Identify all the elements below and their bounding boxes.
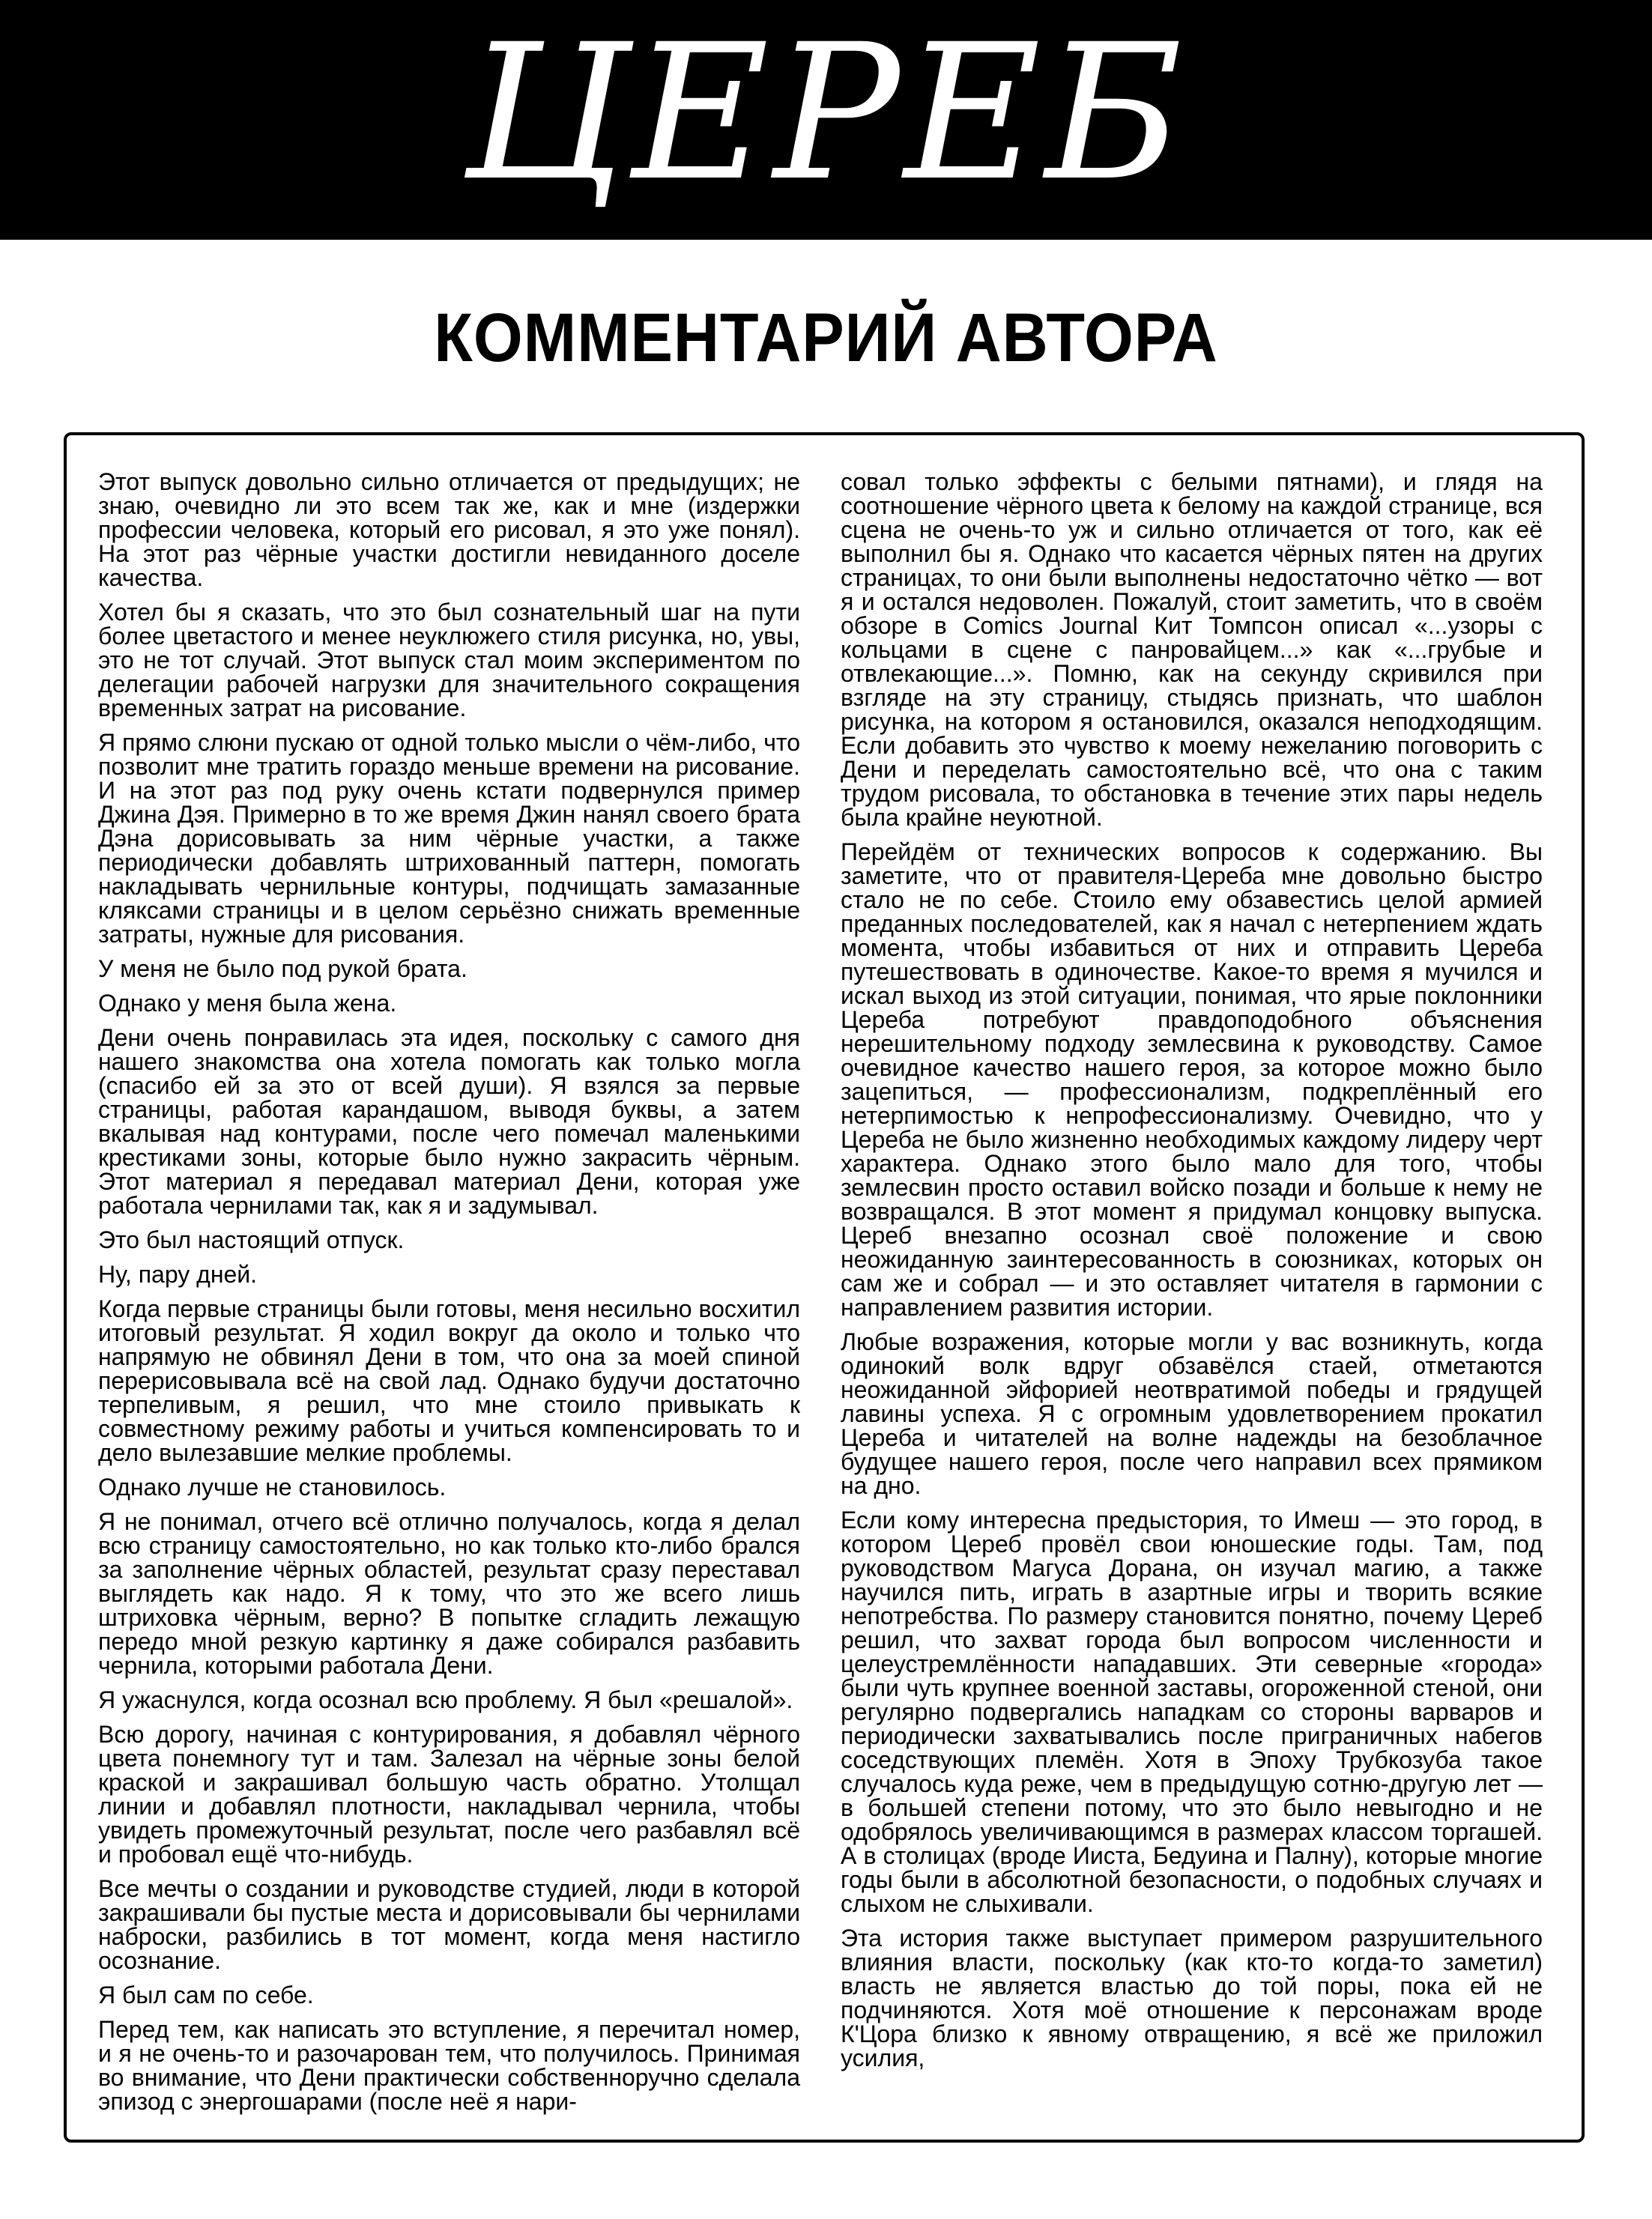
paragraph: Если кому интересна предыстория, то Имеш — это город, в котором Цереб провёл свои юношеские годы. Там, под руководством Магуса Дорана, он изучал магию, а также научился пить, играть в азартные игры и творить всякие непотребства. По размеру становится понятно, почему Цереб решил, что захват города был вопросом численности и целеустремлённости нападавших. Эти северные «города» были чуть крупнее военной заставы, огороженной стеной, они регулярно подвергались нападкам со стороны варваров и периодически захватывались после приграничных набегов соседствующих племён. Хотя в Эпоху Трубкозуба такое случалось куда реже, чем в предыдущую сотню-другую лет — в большей степени потому, что это было невыгодно и не одобрялось увеличивающимся в размерах классом торгашей. А в столицах (вроде Ииста, Бедуина и Палну), которые многие годы были в абсолютной безопасности, о подобных случаях и слыхом не слыхивали. [841, 1507, 1543, 1917]
right-column [841, 470, 1543, 2080]
paragraph: У меня не было под рукой брата. [98, 955, 468, 982]
paragraph: Перейдём от технических вопросов к содержанию. Вы заметите, что от правителя-Цереба мне довольно быстро стало не по себе. Стоило ему обзавестись целой армией преданных последователей, как я начал с нетерпением ждать момента, чтобы избавиться от них и отправить Цереба путешествовать в одиночестве. Какое-то время я мучился и искал выход из этой ситуации, понимая, что ярые поклонники Цереба потребуют правдоподобного объяснения нерешительному подходу землесвина к руководству. Самое очевидное качество нашего героя, за которое можно было зацепиться, — профессионализм, подкреплённый его нетерпимостью к непрофессионализму. Очевидно, что у Цереба не было жизненно необходимых каждому лидеру черт характера. Однако этого было мало для того, чтобы землесвин просто оставил войско позади и больше к нему не возвращался. В этот момент я придумал концовку выпуска. Цереб внезапно осознал своё положение и свою неожиданную заинтересованность в союзниках, которых он сам же и собрал — и это оставляет читателя в гармонии с направлением развития истории. [841, 838, 1543, 1321]
paragraph: Однако у меня была жена. [98, 990, 397, 1017]
paragraph: Хотел бы я сказать, что это был сознательный шаг на пути более цветастого и менее неуклюжего стиля рисунка, но, увы, это не тот случай. Этот выпуск стал моим экспериментом по делегации рабочей нагрузки для значительного сокращения временных затрат на рисование. [98, 599, 800, 721]
paragraph: Когда первые страницы были готовы, меня несильно восхитил итоговый результат. Я ходил вокруг да около и только что напрямую не обвинял Дени в том, что она за моей спиной перерисовывала всё на свой лад. Однако будучи достаточно терпеливым, я решил, что мне стоило привыкать к совместному режиму работы и учиться компенсировать то и дело вылезавшие мелкие проблемы. [98, 1295, 800, 1466]
paragraph: Любые возражения, которые могли у вас возникнуть, когда одинокий волк вдруг обзавёлся стаей, отметаются неожиданной эйфорией неотвратимой победы и грядущей лавины успеха. Я с огромным удовлетворением прокатил Цереба и читателей на волне надежды на безоблачное будущее нашего героя, после чего направил всех прямиком на дно. [841, 1328, 1543, 1499]
paragraph: Перед тем, как написать это вступление, я перечитал номер, и я не очень-то и разочарован тем, что получилось. Принимая во внимание, что Дени практически собственноручно сделала эпизод с энергошарами (после неё я нари- [98, 2016, 800, 2115]
paragraph: Это был настоящий отпуск. [98, 1226, 405, 1253]
paragraph: совал только эффекты с белыми пятнами), и глядя на соотношение чёрного цвета к белому на каждой странице, вся сцена не очень-то уж и сильно отличается от того, как её выполнил бы я. Однако что касается чёрных пятен на других страницах, то они были выполнены недостаточно чётко — вот я и остался недоволен. Пожалуй, стоит заметить, что в своём обзоре в Comics Journal Кит Томпсон описал «...узоры с кольцами в сцене с панровайцем...» как «...грубые и отвлекающие...». Помню, как на секунду скривился при взгляде на эту страницу, стыдясь признать, что шаблон рисунка, на котором я остановился, оказался неподходящим. Если добавить это чувство к моему нежеланию поговорить с Дени и переделать самостоятельно всё, что она с таким трудом рисовала, то обстановка в течение этих пары недель была крайне неуютной. [841, 468, 1543, 831]
paragraph: Все мечты о создании и руководстве студией, люди в которой закрашивали бы пустые места и дорисовывали бы чернилами наброски, разбились в тот момент, когда меня настигло осознание. [98, 1875, 800, 1974]
paragraph: Ну, пару дней. [98, 1261, 258, 1288]
paragraph: Однако лучше не становилось. [98, 1474, 447, 1501]
paragraph: Этот выпуск довольно сильно отличается от предыдущих; не знаю, очевидно ли это всем так же, как и мне (издержки профессии человека, который его рисовал, я это уже понял). На этот раз чёрные участки достигли невиданного доселе качества. [98, 468, 800, 591]
paragraph: Дени очень понравилась эта идея, поскольку с самого дня нашего знакомства она хотела помогать как только могла (спасибо ей за это от всей души). Я взялся за первые страницы, работая карандашом, выводя буквы, а затем вкалывая над контурами, после чего помечал маленькими крестиками зоны, которые было нужно закрасить чёрным. Этот материал я передавал материал Дени, которая уже работала чернилами так, как я и задумывал. [98, 1024, 800, 1219]
paragraph: Я ужаснулся, когда осознал всю проблему. Я был «решалой». [98, 1686, 793, 1713]
paragraph: Всю дорогу, начиная с контурирования, я добавлял чёрного цвета понемногу тут и там. Залезал на чёрные зоны белой краской и закрашивал большую часть обратно. Утолщал линии и добавлял плотности, накладывал чернила, чтобы увидеть промежуточный результат, после чего разбавлял всё и пробовал ещё что-нибудь. [98, 1721, 800, 1868]
page-heading: КОММЕНТАРИЙ АВТОРА [434, 300, 1218, 376]
paragraph: Я был сам по себе. [98, 1982, 314, 2008]
cerebus-logo: ЦЕРЕБ [465, 4, 1187, 222]
title-banner [0, 0, 1652, 240]
paragraph: Эта история также выступает примером разрушительного влияния власти, поскольку (как кто-то когда-то заметил) власть не является властью до той поры, пока ей не подчиняются. Хотя моё отношение к персонажам вроде К'Цора близко к явному отвращению, я всё же приложил усилия, [841, 1925, 1543, 2071]
paragraph: Я не понимал, отчего всё отлично получалось, когда я делал всю страницу самостоятельно, но как только кто-либо брался за заполнение чёрных областей, результат сразу переставал выглядеть как надо. Я к тому, что это же всего лишь штриховка чёрным, верно? В попытке сгладить лежащую передо мной резкую картинку я даже собирался разбавить чернила, которыми работала Дени. [98, 1508, 800, 1679]
paragraph: Я прямо слюни пускаю от одной только мысли о чём-либо, что позволит мне тратить гораздо меньше времени на рисование. И на этот раз под руку очень кстати подвернулся пример Джина Дэя. Примерно в то же время Джин нанял своего брата Дэна дорисовывать за ним чёрные участки, а также периодически добавлять штрихованный паттерн, помогать накладывать чернильные контуры, подчищать замазанные кляксами страницы и в целом серьёзно снижать временные затраты, нужные для рисования. [98, 729, 800, 948]
left-column [98, 470, 800, 2124]
